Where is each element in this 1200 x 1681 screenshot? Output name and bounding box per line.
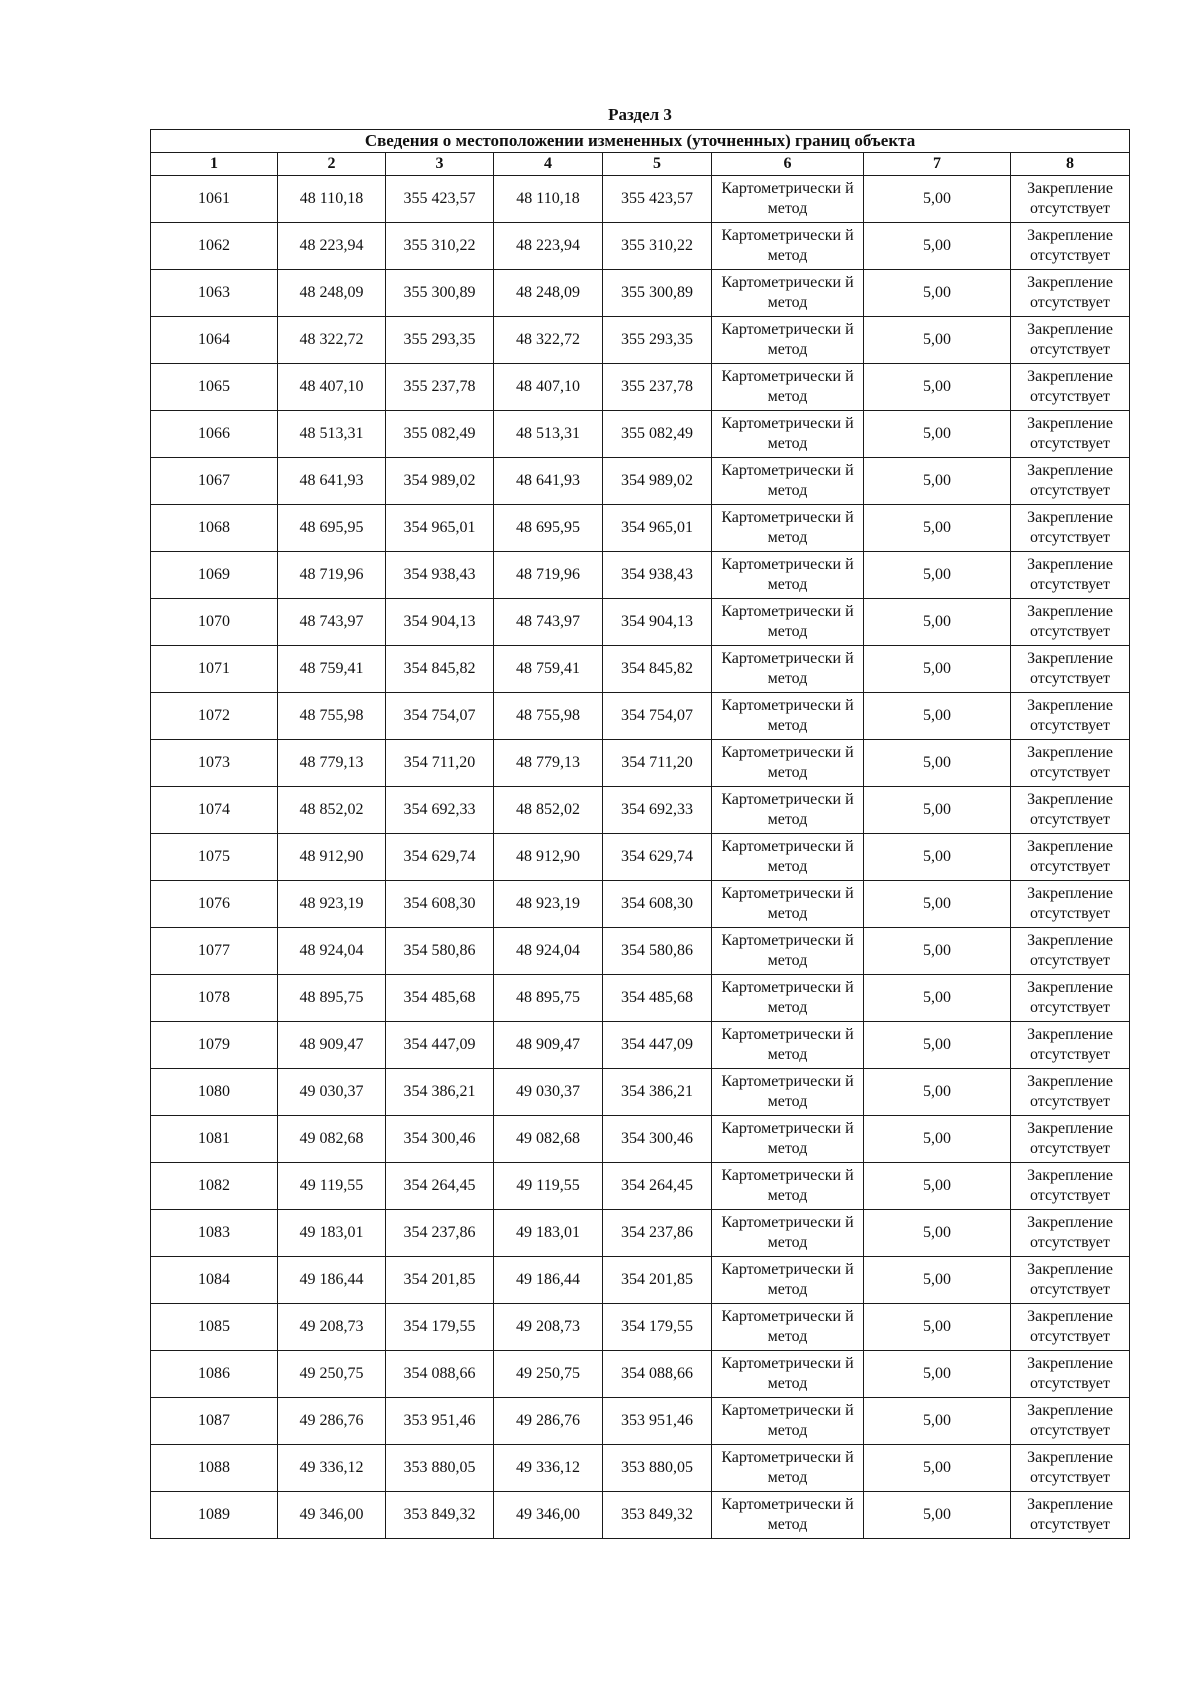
y-existing-cell: 354 300,46 [386, 1116, 494, 1163]
column-number: 5 [603, 153, 712, 176]
table-row [151, 223, 1130, 270]
marker-description-cell: Закрепление отсутствует [1011, 1163, 1130, 1210]
point-number-cell: 1068 [151, 505, 278, 552]
x-refined-cell: 49 183,01 [494, 1210, 603, 1257]
y-refined-cell: 354 447,09 [603, 1022, 712, 1069]
x-existing-cell: 48 743,97 [278, 599, 386, 646]
y-refined-cell: 354 629,74 [603, 834, 712, 881]
x-refined-cell: 49 030,37 [494, 1069, 603, 1116]
x-refined-cell: 49 186,44 [494, 1257, 603, 1304]
y-refined-cell: 354 237,86 [603, 1210, 712, 1257]
point-number-cell: 1076 [151, 881, 278, 928]
marker-description-cell: Закрепление отсутствует [1011, 552, 1130, 599]
y-refined-cell: 354 300,46 [603, 1116, 712, 1163]
y-refined-cell: 354 845,82 [603, 646, 712, 693]
y-refined-cell: 354 692,33 [603, 787, 712, 834]
method-cell: Картометрически й метод [712, 787, 864, 834]
y-existing-cell: 354 580,86 [386, 928, 494, 975]
y-refined-cell: 354 179,55 [603, 1304, 712, 1351]
section-title: Раздел 3 [608, 105, 672, 124]
accuracy-cell: 5,00 [864, 364, 1011, 411]
marker-description-cell: Закрепление отсутствует [1011, 975, 1130, 1022]
method-cell: Картометрически й метод [712, 1351, 864, 1398]
method-cell: Картометрически й метод [712, 411, 864, 458]
method-cell: Картометрически й метод [712, 1304, 864, 1351]
accuracy-cell: 5,00 [864, 928, 1011, 975]
table-row [151, 1116, 1130, 1163]
x-existing-cell: 48 755,98 [278, 693, 386, 740]
marker-description-cell: Закрепление отсутствует [1011, 834, 1130, 881]
y-existing-cell: 354 845,82 [386, 646, 494, 693]
table-row [151, 270, 1130, 317]
marker-description-cell: Закрепление отсутствует [1011, 1351, 1130, 1398]
y-refined-cell: 354 938,43 [603, 552, 712, 599]
y-existing-cell: 353 880,05 [386, 1445, 494, 1492]
method-cell: Картометрически й метод [712, 646, 864, 693]
x-refined-cell: 49 082,68 [494, 1116, 603, 1163]
y-refined-cell: 355 082,49 [603, 411, 712, 458]
y-refined-cell: 354 386,21 [603, 1069, 712, 1116]
point-number-cell: 1073 [151, 740, 278, 787]
marker-description-cell: Закрепление отсутствует [1011, 1116, 1130, 1163]
y-existing-cell: 354 264,45 [386, 1163, 494, 1210]
marker-description-cell: Закрепление отсутствует [1011, 1069, 1130, 1116]
point-number-cell: 1067 [151, 458, 278, 505]
table-row [151, 928, 1130, 975]
accuracy-cell: 5,00 [864, 411, 1011, 458]
y-refined-cell: 354 088,66 [603, 1351, 712, 1398]
x-existing-cell: 48 322,72 [278, 317, 386, 364]
table-row [151, 458, 1130, 505]
column-number-row [151, 153, 1130, 176]
column-number: 4 [494, 153, 603, 176]
y-existing-cell: 354 201,85 [386, 1257, 494, 1304]
column-number: 2 [278, 153, 386, 176]
method-cell: Картометрически й метод [712, 1022, 864, 1069]
accuracy-cell: 5,00 [864, 458, 1011, 505]
marker-description-cell: Закрепление отсутствует [1011, 1445, 1130, 1492]
x-existing-cell: 48 223,94 [278, 223, 386, 270]
y-existing-cell: 355 082,49 [386, 411, 494, 458]
marker-description-cell: Закрепление отсутствует [1011, 881, 1130, 928]
y-existing-cell: 354 711,20 [386, 740, 494, 787]
x-existing-cell: 48 912,90 [278, 834, 386, 881]
method-cell: Картометрически й метод [712, 364, 864, 411]
marker-description-cell: Закрепление отсутствует [1011, 693, 1130, 740]
x-refined-cell: 48 743,97 [494, 599, 603, 646]
x-existing-cell: 48 513,31 [278, 411, 386, 458]
accuracy-cell: 5,00 [864, 317, 1011, 364]
x-refined-cell: 49 208,73 [494, 1304, 603, 1351]
x-refined-cell: 48 759,41 [494, 646, 603, 693]
accuracy-cell: 5,00 [864, 975, 1011, 1022]
x-refined-cell: 49 250,75 [494, 1351, 603, 1398]
y-refined-cell: 355 237,78 [603, 364, 712, 411]
table-row [151, 1069, 1130, 1116]
point-number-cell: 1075 [151, 834, 278, 881]
table-row [151, 975, 1130, 1022]
x-refined-cell: 48 641,93 [494, 458, 603, 505]
y-existing-cell: 353 849,32 [386, 1492, 494, 1539]
x-existing-cell: 49 183,01 [278, 1210, 386, 1257]
x-existing-cell: 48 909,47 [278, 1022, 386, 1069]
point-number-cell: 1082 [151, 1163, 278, 1210]
table-row [151, 1022, 1130, 1069]
x-existing-cell: 49 286,76 [278, 1398, 386, 1445]
x-existing-cell: 49 030,37 [278, 1069, 386, 1116]
point-number-cell: 1089 [151, 1492, 278, 1539]
point-number-cell: 1062 [151, 223, 278, 270]
x-refined-cell: 48 755,98 [494, 693, 603, 740]
x-refined-cell: 48 779,13 [494, 740, 603, 787]
accuracy-cell: 5,00 [864, 1398, 1011, 1445]
y-existing-cell: 354 608,30 [386, 881, 494, 928]
table-row [151, 505, 1130, 552]
method-cell: Картометрически й метод [712, 693, 864, 740]
accuracy-cell: 5,00 [864, 505, 1011, 552]
y-existing-cell: 354 447,09 [386, 1022, 494, 1069]
method-cell: Картометрически й метод [712, 1492, 864, 1539]
accuracy-cell: 5,00 [864, 740, 1011, 787]
y-refined-cell: 354 754,07 [603, 693, 712, 740]
y-refined-cell: 355 293,35 [603, 317, 712, 364]
point-number-cell: 1077 [151, 928, 278, 975]
y-existing-cell: 354 938,43 [386, 552, 494, 599]
table-row [151, 693, 1130, 740]
x-existing-cell: 48 759,41 [278, 646, 386, 693]
table-row [151, 317, 1130, 364]
y-refined-cell: 354 711,20 [603, 740, 712, 787]
point-number-cell: 1069 [151, 552, 278, 599]
accuracy-cell: 5,00 [864, 1492, 1011, 1539]
table-row [151, 787, 1130, 834]
table-row [151, 1257, 1130, 1304]
point-number-cell: 1079 [151, 1022, 278, 1069]
method-cell: Картометрически й метод [712, 599, 864, 646]
point-number-cell: 1065 [151, 364, 278, 411]
y-existing-cell: 354 485,68 [386, 975, 494, 1022]
x-refined-cell: 48 695,95 [494, 505, 603, 552]
accuracy-cell: 5,00 [864, 834, 1011, 881]
point-number-cell: 1088 [151, 1445, 278, 1492]
y-existing-cell: 354 965,01 [386, 505, 494, 552]
x-existing-cell: 48 407,10 [278, 364, 386, 411]
y-existing-cell: 355 310,22 [386, 223, 494, 270]
x-refined-cell: 48 924,04 [494, 928, 603, 975]
y-existing-cell: 355 293,35 [386, 317, 494, 364]
method-cell: Картометрически й метод [712, 1398, 864, 1445]
accuracy-cell: 5,00 [864, 1210, 1011, 1257]
table-row [151, 1304, 1130, 1351]
boundary-coordinates-table [150, 129, 1130, 1539]
x-existing-cell: 48 924,04 [278, 928, 386, 975]
x-existing-cell: 49 336,12 [278, 1445, 386, 1492]
x-refined-cell: 48 719,96 [494, 552, 603, 599]
point-number-cell: 1063 [151, 270, 278, 317]
y-existing-cell: 355 423,57 [386, 176, 494, 223]
x-existing-cell: 49 082,68 [278, 1116, 386, 1163]
x-existing-cell: 49 208,73 [278, 1304, 386, 1351]
x-existing-cell: 49 186,44 [278, 1257, 386, 1304]
column-number: 1 [151, 153, 278, 176]
marker-description-cell: Закрепление отсутствует [1011, 411, 1130, 458]
y-existing-cell: 354 386,21 [386, 1069, 494, 1116]
x-refined-cell: 48 223,94 [494, 223, 603, 270]
marker-description-cell: Закрепление отсутствует [1011, 1492, 1130, 1539]
y-refined-cell: 353 880,05 [603, 1445, 712, 1492]
table-row [151, 834, 1130, 881]
table-row [151, 646, 1130, 693]
method-cell: Картометрически й метод [712, 458, 864, 505]
x-existing-cell: 48 641,93 [278, 458, 386, 505]
column-number: 3 [386, 153, 494, 176]
point-number-cell: 1083 [151, 1210, 278, 1257]
y-refined-cell: 355 300,89 [603, 270, 712, 317]
accuracy-cell: 5,00 [864, 176, 1011, 223]
method-cell: Картометрически й метод [712, 1116, 864, 1163]
y-existing-cell: 354 904,13 [386, 599, 494, 646]
table-row [151, 1445, 1130, 1492]
x-refined-cell: 48 248,09 [494, 270, 603, 317]
method-cell: Картометрически й метод [712, 1445, 864, 1492]
method-cell: Картометрически й метод [712, 740, 864, 787]
y-refined-cell: 355 310,22 [603, 223, 712, 270]
point-number-cell: 1084 [151, 1257, 278, 1304]
method-cell: Картометрически й метод [712, 1257, 864, 1304]
accuracy-cell: 5,00 [864, 599, 1011, 646]
y-existing-cell: 355 237,78 [386, 364, 494, 411]
point-number-cell: 1071 [151, 646, 278, 693]
method-cell: Картометрически й метод [712, 223, 864, 270]
column-number: 8 [1011, 153, 1130, 176]
method-cell: Картометрически й метод [712, 317, 864, 364]
x-refined-cell: 48 923,19 [494, 881, 603, 928]
accuracy-cell: 5,00 [864, 1116, 1011, 1163]
x-refined-cell: 49 346,00 [494, 1492, 603, 1539]
y-existing-cell: 354 754,07 [386, 693, 494, 740]
accuracy-cell: 5,00 [864, 1069, 1011, 1116]
accuracy-cell: 5,00 [864, 787, 1011, 834]
x-existing-cell: 48 923,19 [278, 881, 386, 928]
table-row [151, 599, 1130, 646]
x-existing-cell: 48 248,09 [278, 270, 386, 317]
point-number-cell: 1074 [151, 787, 278, 834]
table-body [151, 130, 1130, 1539]
point-number-cell: 1086 [151, 1351, 278, 1398]
x-refined-cell: 48 912,90 [494, 834, 603, 881]
x-existing-cell: 48 110,18 [278, 176, 386, 223]
x-refined-cell: 49 119,55 [494, 1163, 603, 1210]
method-cell: Картометрически й метод [712, 975, 864, 1022]
x-existing-cell: 48 695,95 [278, 505, 386, 552]
x-refined-cell: 48 513,31 [494, 411, 603, 458]
table-row [151, 176, 1130, 223]
marker-description-cell: Закрепление отсутствует [1011, 317, 1130, 364]
accuracy-cell: 5,00 [864, 1257, 1011, 1304]
accuracy-cell: 5,00 [864, 552, 1011, 599]
y-existing-cell: 354 237,86 [386, 1210, 494, 1257]
point-number-cell: 1066 [151, 411, 278, 458]
y-refined-cell: 354 485,68 [603, 975, 712, 1022]
point-number-cell: 1070 [151, 599, 278, 646]
x-refined-cell: 48 110,18 [494, 176, 603, 223]
column-number: 6 [712, 153, 864, 176]
x-existing-cell: 49 346,00 [278, 1492, 386, 1539]
method-cell: Картометрически й метод [712, 552, 864, 599]
y-refined-cell: 354 965,01 [603, 505, 712, 552]
y-refined-cell: 354 904,13 [603, 599, 712, 646]
x-existing-cell: 49 119,55 [278, 1163, 386, 1210]
x-refined-cell: 48 909,47 [494, 1022, 603, 1069]
point-number-cell: 1072 [151, 693, 278, 740]
table-caption: Сведения о местоположении измененных (уточненных) границ объекта [151, 130, 1130, 153]
y-existing-cell: 354 088,66 [386, 1351, 494, 1398]
method-cell: Картометрически й метод [712, 1163, 864, 1210]
x-existing-cell: 48 719,96 [278, 552, 386, 599]
point-number-cell: 1061 [151, 176, 278, 223]
table-row [151, 1163, 1130, 1210]
accuracy-cell: 5,00 [864, 693, 1011, 740]
method-cell: Картометрически й метод [712, 881, 864, 928]
method-cell: Картометрически й метод [712, 1069, 864, 1116]
table-row [151, 411, 1130, 458]
point-number-cell: 1085 [151, 1304, 278, 1351]
accuracy-cell: 5,00 [864, 1304, 1011, 1351]
marker-description-cell: Закрепление отсутствует [1011, 1398, 1130, 1445]
table-row [151, 364, 1130, 411]
table-row [151, 552, 1130, 599]
accuracy-cell: 5,00 [864, 881, 1011, 928]
method-cell: Картометрически й метод [712, 928, 864, 975]
accuracy-cell: 5,00 [864, 1163, 1011, 1210]
x-refined-cell: 48 322,72 [494, 317, 603, 364]
marker-description-cell: Закрепление отсутствует [1011, 176, 1130, 223]
marker-description-cell: Закрепление отсутствует [1011, 646, 1130, 693]
y-refined-cell: 354 201,85 [603, 1257, 712, 1304]
column-number: 7 [864, 153, 1011, 176]
method-cell: Картометрически й метод [712, 834, 864, 881]
y-existing-cell: 354 179,55 [386, 1304, 494, 1351]
marker-description-cell: Закрепление отсутствует [1011, 223, 1130, 270]
method-cell: Картометрически й метод [712, 505, 864, 552]
marker-description-cell: Закрепление отсутствует [1011, 928, 1130, 975]
accuracy-cell: 5,00 [864, 1351, 1011, 1398]
y-existing-cell: 354 989,02 [386, 458, 494, 505]
marker-description-cell: Закрепление отсутствует [1011, 364, 1130, 411]
y-existing-cell: 354 692,33 [386, 787, 494, 834]
method-cell: Картометрически й метод [712, 270, 864, 317]
x-existing-cell: 48 779,13 [278, 740, 386, 787]
x-existing-cell: 49 250,75 [278, 1351, 386, 1398]
x-refined-cell: 49 336,12 [494, 1445, 603, 1492]
y-existing-cell: 355 300,89 [386, 270, 494, 317]
table-row [151, 1492, 1130, 1539]
table-row [151, 1398, 1130, 1445]
x-refined-cell: 48 852,02 [494, 787, 603, 834]
x-refined-cell: 48 895,75 [494, 975, 603, 1022]
y-refined-cell: 354 580,86 [603, 928, 712, 975]
y-refined-cell: 355 423,57 [603, 176, 712, 223]
table-row [151, 1210, 1130, 1257]
y-existing-cell: 354 629,74 [386, 834, 494, 881]
marker-description-cell: Закрепление отсутствует [1011, 599, 1130, 646]
x-refined-cell: 48 407,10 [494, 364, 603, 411]
marker-description-cell: Закрепление отсутствует [1011, 1257, 1130, 1304]
point-number-cell: 1064 [151, 317, 278, 364]
marker-description-cell: Закрепление отсутствует [1011, 1304, 1130, 1351]
y-refined-cell: 354 608,30 [603, 881, 712, 928]
method-cell: Картометрически й метод [712, 1210, 864, 1257]
table-row [151, 740, 1130, 787]
marker-description-cell: Закрепление отсутствует [1011, 1210, 1130, 1257]
point-number-cell: 1087 [151, 1398, 278, 1445]
point-number-cell: 1081 [151, 1116, 278, 1163]
marker-description-cell: Закрепление отсутствует [1011, 787, 1130, 834]
y-refined-cell: 353 951,46 [603, 1398, 712, 1445]
marker-description-cell: Закрепление отсутствует [1011, 458, 1130, 505]
marker-description-cell: Закрепление отсутствует [1011, 740, 1130, 787]
y-refined-cell: 353 849,32 [603, 1492, 712, 1539]
method-cell: Картометрически й метод [712, 176, 864, 223]
x-existing-cell: 48 852,02 [278, 787, 386, 834]
table-row [151, 1351, 1130, 1398]
marker-description-cell: Закрепление отсутствует [1011, 270, 1130, 317]
marker-description-cell: Закрепление отсутствует [1011, 505, 1130, 552]
y-refined-cell: 354 264,45 [603, 1163, 712, 1210]
y-existing-cell: 353 951,46 [386, 1398, 494, 1445]
accuracy-cell: 5,00 [864, 1022, 1011, 1069]
y-refined-cell: 354 989,02 [603, 458, 712, 505]
point-number-cell: 1080 [151, 1069, 278, 1116]
accuracy-cell: 5,00 [864, 270, 1011, 317]
marker-description-cell: Закрепление отсутствует [1011, 1022, 1130, 1069]
x-existing-cell: 48 895,75 [278, 975, 386, 1022]
accuracy-cell: 5,00 [864, 646, 1011, 693]
table-caption-row [151, 130, 1130, 153]
accuracy-cell: 5,00 [864, 1445, 1011, 1492]
table-row [151, 881, 1130, 928]
x-refined-cell: 49 286,76 [494, 1398, 603, 1445]
point-number-cell: 1078 [151, 975, 278, 1022]
accuracy-cell: 5,00 [864, 223, 1011, 270]
